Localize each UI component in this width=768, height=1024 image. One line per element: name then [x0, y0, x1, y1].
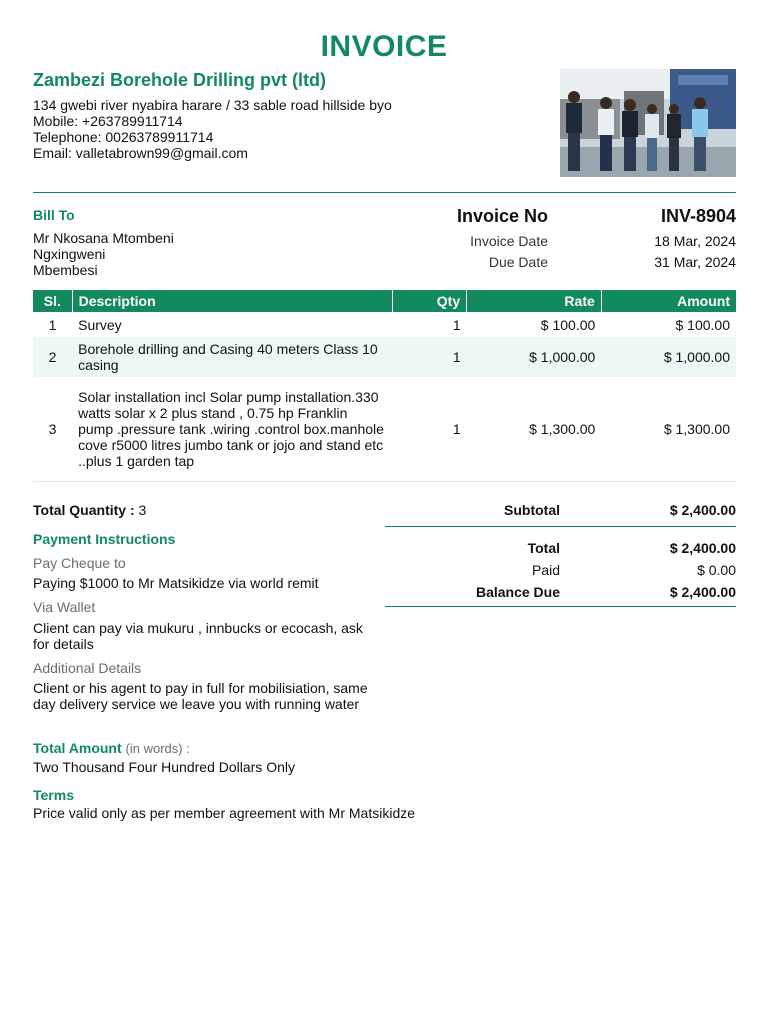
company-address: 134 gwebi river nyabira harare / 33 sable road hillside byo [33, 97, 392, 113]
terms-text: Price valid only as per member agreement with Mr Matsikidze [33, 805, 416, 821]
total-amount-words-heading [33, 740, 190, 756]
line-items-table [33, 290, 736, 482]
invoice-date-label: Invoice Date [470, 233, 548, 249]
due-date-label: Due Date [488, 254, 548, 270]
paid-label: Paid [531, 562, 560, 578]
subtotal-divider [385, 526, 736, 527]
company-mobile: Mobile: +263789911714 [33, 113, 183, 129]
invoice-number-label: Invoice No [456, 206, 548, 226]
row-amount: $ 1,300.00 [601, 377, 736, 481]
terms-heading: Terms [33, 787, 74, 803]
invoice-title: INVOICE [320, 30, 448, 63]
total-amount-words: Two Thousand Four Hundred Dollars Only [33, 759, 295, 775]
row-amount: $ 1,000.00 [601, 337, 736, 377]
column-header-description: Description [72, 290, 392, 312]
row-sl: 2 [33, 337, 72, 377]
via-wallet-text: Client can pay via mukuru , innbucks or ecocash, ask for details [33, 620, 363, 652]
row-qty: 1 [452, 316, 461, 333]
due-date-value: 31 Mar, 2024 [654, 254, 736, 270]
total-label: Total [527, 540, 560, 556]
row-sl: 1 [48, 316, 57, 333]
invoice-date-value: 18 Mar, 2024 [654, 233, 736, 249]
row-description: Survey [78, 316, 122, 333]
via-wallet-label: Via Wallet [33, 599, 96, 615]
row-sl: 3 [33, 377, 72, 481]
table-row [33, 377, 736, 481]
company-email: Email: valletabrown99@gmail.com [33, 145, 248, 161]
pay-cheque-text: Paying $1000 to Mr Matsikidze via world remit [33, 575, 319, 591]
column-header-qty: Qty [392, 290, 466, 312]
company-name: Zambezi Borehole Drilling pvt (ltd) [33, 70, 327, 90]
total-value: $ 2,400.00 [669, 540, 736, 556]
table-header-row [33, 290, 736, 312]
row-rate: $ 1,300.00 [467, 377, 602, 481]
subtotal-value: $ 2,400.00 [669, 502, 736, 518]
client-address-line-2: Ngxingweni [33, 246, 106, 262]
row-amount: $ 100.00 [675, 316, 730, 333]
invoice-number-value: INV-8904 [660, 206, 736, 226]
total-quantity-value: 3 [138, 502, 147, 518]
additional-details-text: Client or his agent to pay in full for mobilisiation, same day delivery service we leave you with running water [33, 680, 368, 712]
table-row [33, 312, 736, 337]
client-name: Mr Nkosana Mtombeni [33, 230, 174, 246]
row-rate: $ 1,000.00 [467, 337, 602, 377]
bill-to-address [33, 230, 174, 278]
balance-due-label: Balance Due [475, 584, 560, 600]
row-qty: 1 [392, 377, 466, 481]
team-photo-image [560, 69, 736, 177]
column-header-sl: Sl. [33, 290, 72, 312]
company-contact [33, 97, 392, 161]
company-telephone: Telephone: 00263789911714 [33, 129, 214, 145]
row-qty: 1 [392, 337, 466, 377]
table-row [33, 337, 736, 377]
header-divider [33, 192, 736, 193]
bill-to-label: Bill To [33, 207, 75, 223]
paid-value: $ 0.00 [697, 562, 736, 578]
additional-details-label: Additional Details [33, 660, 142, 676]
in-words-suffix: (in words) : [125, 741, 190, 756]
total-amount-label: Total Amount [33, 740, 122, 756]
column-header-rate: Rate [467, 290, 602, 312]
pay-cheque-label: Pay Cheque to [33, 555, 126, 571]
row-rate: $ 100.00 [540, 316, 596, 333]
row-description: Solar installation incl Solar pump installation.330 watts solar x 2 plus stand , 0.75 hp Franklin pump .pressure tank .wiring .control box.manhole cove r5000 litres jumbo tank or jojo and stand etc ..plus 1 garden tap [72, 377, 392, 481]
subtotal-label: Subtotal [504, 502, 560, 518]
total-quantity-label: Total Quantity : [33, 502, 135, 518]
column-header-amount: Amount [601, 290, 736, 312]
payment-instructions-heading: Payment Instructions [33, 531, 176, 547]
balance-divider [385, 606, 736, 607]
balance-due-value: $ 2,400.00 [669, 584, 736, 600]
row-description: Borehole drilling and Casing 40 meters Class 10 casing [72, 337, 392, 377]
company-team-photo [560, 69, 736, 177]
client-address-line-3: Mbembesi [33, 262, 98, 278]
total-quantity [33, 502, 146, 518]
